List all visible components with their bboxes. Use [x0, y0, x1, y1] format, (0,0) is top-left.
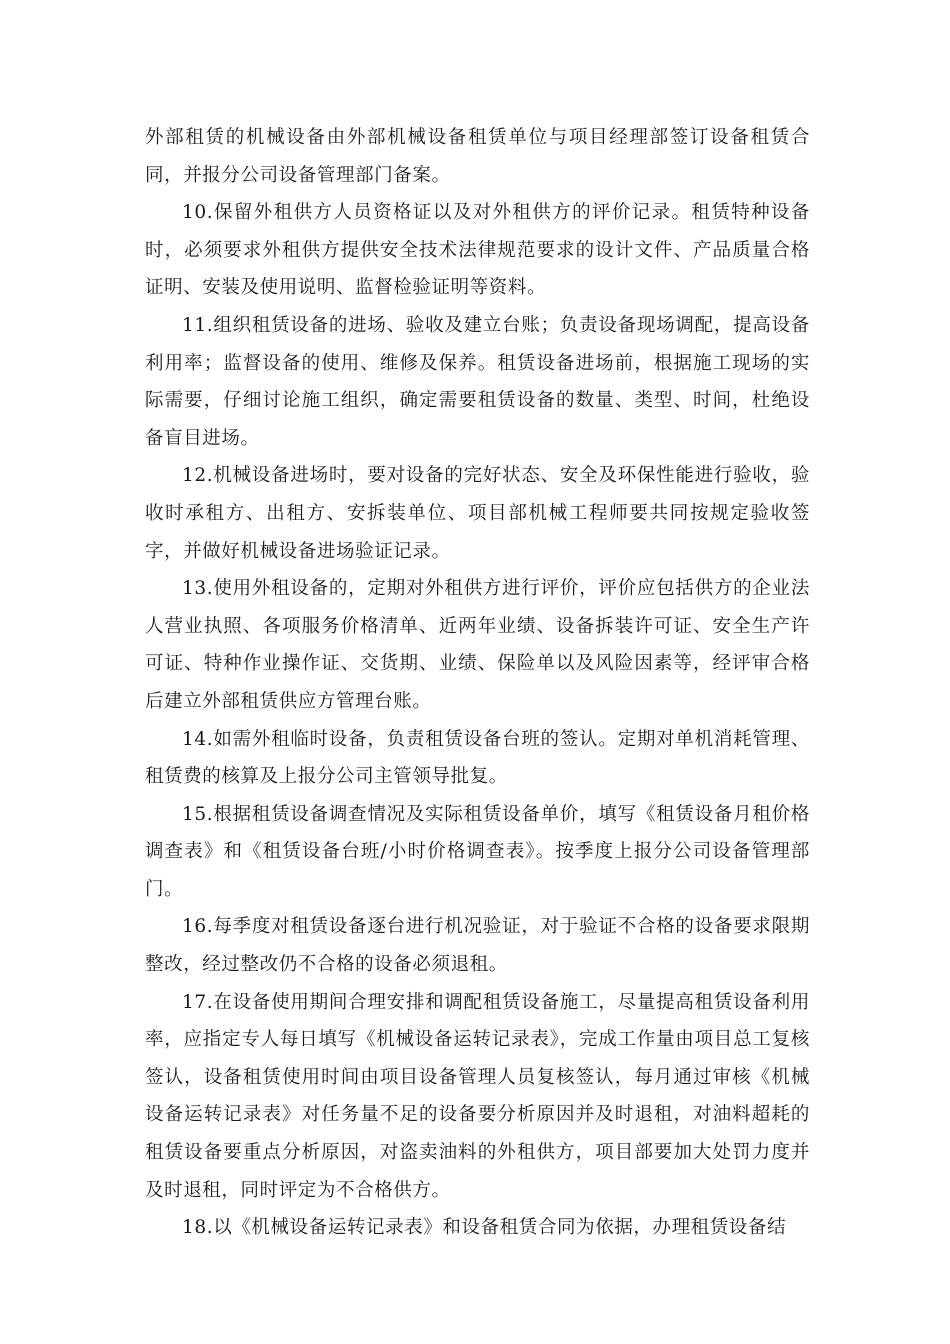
paragraph-item-14: 14.如需外租临时设备，负责租赁设备台班的签认。定期对单机消耗管理、租赁费的核算及上报分公司主管领导批复。	[145, 728, 810, 788]
paragraph-item-18: 18.以《机械设备运转记录表》和设备租赁合同为依据，办理租赁设备结	[182, 1217, 787, 1239]
paragraph-item-11: 11.组织租赁设备的进场、验收及建立台账；负责设备现场调配，提高设备利用率；监督设备的使用、维修及保养。租赁设备进场前，根据施工现场的实际需要，仔细讨论施工组织，确定需要租赁设备的数量、类型、时间，杜绝设备盲目进场。	[145, 314, 810, 449]
paragraph-continuation: 外部租赁的机械设备由外部机械设备租赁单位与项目经理部签订设备租赁合同，并报分公司设备管理部门备案。	[145, 127, 810, 186]
paragraph-item-17: 17.在设备使用期间合理安排和调配租赁设备施工，尽量提高租赁设备利用率，应指定专人每日填写《机械设备运转记录表》，完成工作量由项目总工复核签认，设备租赁使用时间由项目设备管理人员复核签认，每月通过审核《机械设备运转记录表》对任务量不足的设备要分析原因并及时退租，对油料超耗的租赁设备要重点分析原因，对盗卖油料的外租供方，项目部要加大处罚力度并及时退租，同时评定为不合格供方。	[145, 991, 810, 1201]
paragraph-item-10: 10.保留外租供方人员资格证以及对外租供方的评价记录。租赁特种设备时，必须要求外租供方提供安全技术法律规范要求的设计文件、产品质量合格证明、安装及使用说明、监督检验证明等资料。	[145, 202, 810, 299]
document-body	[145, 119, 810, 1247]
paragraph-item-12: 12.机械设备进场时，要对设备的完好状态、安全及环保性能进行验收，验收时承租方、出租方、安拆装单位、项目部机械工程师要共同按规定验收签字，并做好机械设备进场验证记录。	[145, 465, 810, 562]
paragraph-item-16: 16.每季度对租赁设备逐台进行机况验证，对于验证不合格的设备要求限期整改，经过整改仍不合格的设备必须退租。	[145, 916, 810, 976]
paragraph-item-15: 15.根据租赁设备调查情况及实际租赁设备单价，填写《租赁设备月租价格调查表》和《租赁设备台班/小时价格调查表》。按季度上报分公司设备管理部门。	[145, 803, 810, 900]
paragraph-item-13: 13.使用外租设备的，定期对外租供方进行评价，评价应包括供方的企业法人营业执照、各项服务价格清单、近两年业绩、设备拆装许可证、安全生产许可证、特种作业操作证、交货期、业绩、保险单以及风险因素等，经评审合格后建立外部租赁供应方管理台账。	[145, 578, 810, 712]
